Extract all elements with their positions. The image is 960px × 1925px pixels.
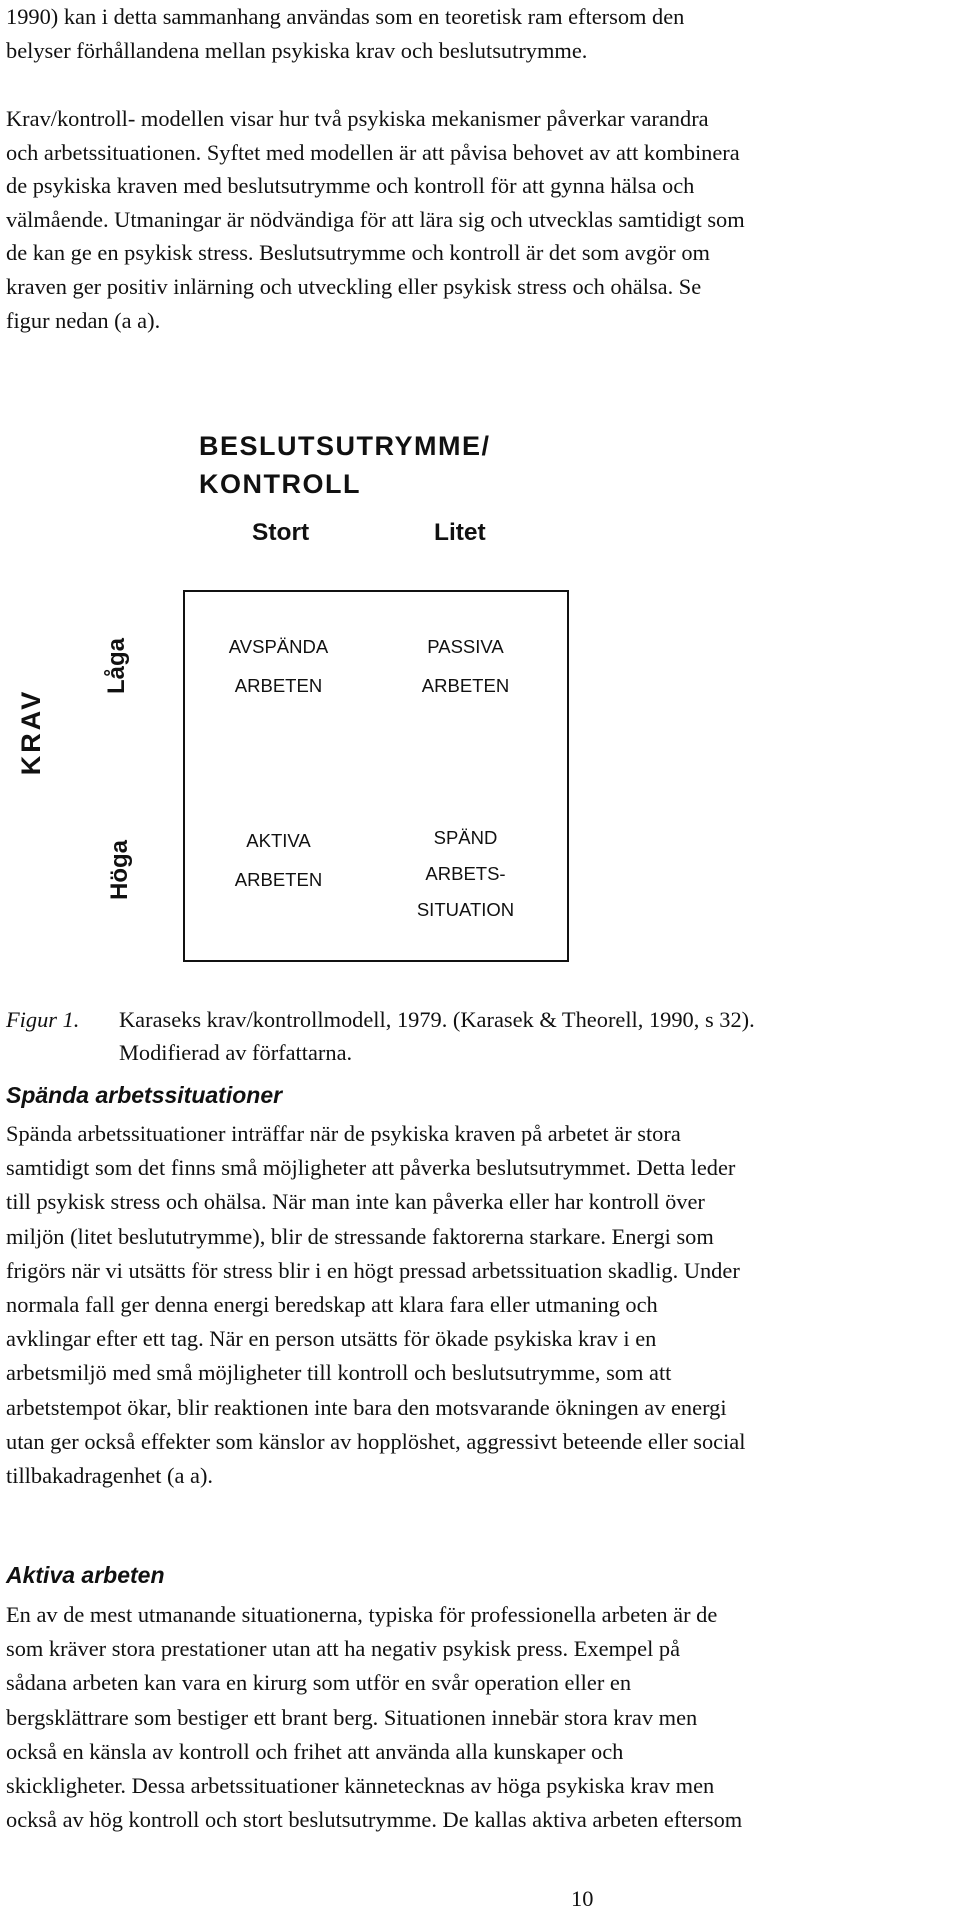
text-line: skickligheter. Dessa arbetssituationer kännetecknas av höga psykiska krav men <box>6 1773 715 1799</box>
text-line: En av de mest utmanande situationerna, typiska för professionella arbeten är de <box>6 1602 718 1627</box>
quadrant-text: ARBETEN <box>234 675 323 696</box>
quadrant-passiva-arbeten <box>373 627 558 705</box>
text-line: till psykisk stress och ohälsa. När man inte kan påverka eller har kontroll över <box>6 1189 705 1215</box>
quadrant-text: ARBETEN <box>421 675 510 696</box>
figure-caption-text: Modifierad av författarna. <box>119 1040 353 1065</box>
text-line: de kan ge en psykisk stress. Beslutsutrymme och kontroll är det som avgör om <box>6 240 710 266</box>
quadrant-text: AVSPÄNDA <box>228 636 329 657</box>
text-line: arbetsmiljö med små möjligheter till kontroll och beslutsutrymme, som att <box>6 1360 672 1386</box>
text-line: 1990) kan i detta sammanhang användas som en teoretisk ram eftersom den <box>6 4 685 29</box>
text-line: belyser förhållandena mellan psykiska krav och beslutsutrymme. <box>6 37 588 63</box>
text-line: också en känsla av kontroll och frihet att använda alla kunskaper och <box>6 1738 624 1764</box>
row-label-laga: Låga <box>103 638 130 695</box>
text-line: också av hög kontroll och stort beslutsutrymme. De kallas aktiva arbeten eftersom <box>6 1807 743 1833</box>
text-line: som kräver stora prestationer utan att ha negativ psykisk press. Exempel på <box>6 1636 681 1662</box>
quadrant-text: SPÄND <box>433 827 498 848</box>
quadrant-aktiva-arbeten <box>186 821 371 899</box>
quadrant-text: SITUATION <box>416 899 515 920</box>
text-line: och arbetssituationen. Syftet med modellen är att påvisa behovet av att kombinera <box>6 139 740 165</box>
figure-title-line: BESLUTSUTRYMME/ <box>199 431 491 461</box>
quadrant-text: ARBETEN <box>234 869 323 890</box>
page-number: 10 <box>571 1886 594 1911</box>
figure-caption-label: Figur 1. <box>6 1007 80 1032</box>
row-axis-label-krav: KRAV <box>16 688 46 776</box>
text-line: sådana arbeten kan vara en kirurg som utför en svår operation eller en <box>6 1670 632 1696</box>
figure-title-line: KONTROLL <box>199 469 361 499</box>
text-line: välmående. Utmaningar är nödvändiga för att lära sig och utvecklas samtidigt som <box>6 206 745 232</box>
figure-caption-text: Karaseks krav/kontrollmodell, 1979. (Karasek & Theorell, 1990, s 32). <box>119 1007 755 1032</box>
model-description-paragraph <box>6 102 956 337</box>
text-line: frigörs när vi utsätts för stress blir i en högt pressad arbetssituation skadlig. Under <box>6 1257 740 1283</box>
text-line: kraven ger positiv inlärning och utveckling eller psykisk stress och ohälsa. Se <box>6 273 702 299</box>
quadrant-avspanda-arbeten <box>186 627 371 705</box>
text-line: Krav/kontroll- modellen visar hur två psykiska mekanismer påverkar varandra <box>6 106 709 131</box>
quadrant-text: PASSIVA <box>427 636 504 657</box>
column-label-litet: Litet <box>434 519 486 546</box>
quadrant-text: ARBETS- <box>425 863 506 884</box>
section-heading-aktiva: Aktiva arbeten <box>6 1562 165 1588</box>
text-line: miljön (litet beslututrymme), blir de stressande faktorerna starkare. Energi som <box>6 1223 714 1249</box>
text-line: utan ger också effekter som känslor av hopplöshet, aggressivt beteende eller social <box>6 1428 746 1454</box>
quadrant-spand-arbetssituation <box>373 821 558 926</box>
section-body-aktiva <box>6 1598 956 1837</box>
figure-title <box>199 427 491 503</box>
text-line: figur nedan (a a). <box>6 307 161 333</box>
quadrant-text: AKTIVA <box>246 830 311 851</box>
text-line: samtidigt som det finns små möjligheter att påverka beslutsutrymmet. Detta leder <box>6 1155 736 1181</box>
text-line: normala fall ger denna energi beredskap att klara fara eller utmaning och <box>6 1292 658 1318</box>
figure-caption <box>6 1003 755 1069</box>
text-line: avklingar efter ett tag. När en person utsätts för ökade psykiska krav i en <box>6 1326 657 1352</box>
section-heading-spanda: Spända arbetssituationer <box>6 1082 283 1108</box>
text-line: bergsklättrare som bestiger ett brant berg. Situationen innebär stora krav men <box>6 1704 698 1730</box>
text-line: tillbakadragenhet (a a). <box>6 1463 214 1489</box>
text-line: Spända arbetssituationer inträffar när de psykiska kraven på arbetet är stora <box>6 1121 681 1146</box>
row-label-hoga: Höga <box>106 840 133 900</box>
intro-paragraph-continued <box>6 0 956 67</box>
text-line: arbetstempot ökar, blir reaktionen inte bara den motsvarande ökningen av energi <box>6 1394 727 1420</box>
section-body-spanda <box>6 1117 956 1493</box>
text-line: de psykiska kraven med beslutsutrymme och kontroll för att gynna hälsa och <box>6 173 695 199</box>
column-label-stort: Stort <box>252 519 310 546</box>
